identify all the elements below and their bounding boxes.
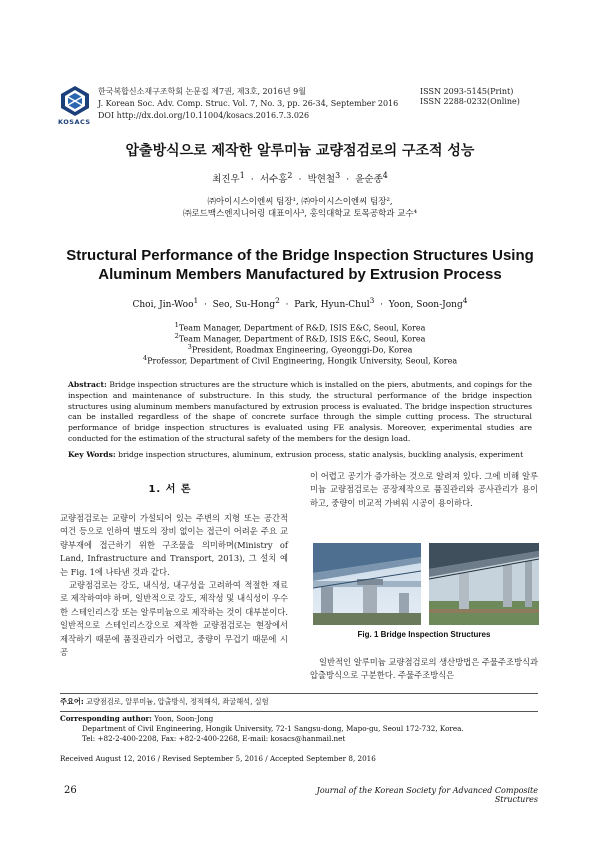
correspondence-address: Department of Civil Engineering, Hongik University, 72-1 Sangsu-dong, Mapo-gu, Seoul 172-732, Korea. — [82, 724, 464, 733]
author-sup: 3 — [335, 171, 341, 180]
right-column-top — [310, 470, 538, 510]
author-separator: · — [298, 174, 302, 186]
kr-keywords — [60, 697, 269, 708]
affiliation-en-line — [0, 353, 600, 367]
affil-sup: 4 — [142, 354, 148, 362]
author-en: Yoon, Soon-Jong — [388, 300, 463, 310]
body-paragraph: 교량점검로는 강도, 내식성, 내구성을 고려하여 적절한 재료로 제작하여야 하며, 일반적으로 강도, 제작성 및 내식성이 우수한 스테인리스강 또는 알루미늄으로 제작하는 것이 대부분이다. 일반적으로 스테인리스강으로 제작한 교량점검로는 현장에서 제작하기 때문에 품질관리가 어렵고, 중량이 무겁기 때문에 시공 — [60, 580, 288, 658]
logo-text: KOSACS — [58, 118, 91, 126]
body-paragraph: 교량점검로는 교량이 가설되어 있는 주변의 지형 또는 공간적 여건 등으로 인하여 별도의 장비 없이는 접근이 어려운 주요 교량부재에 접근하기 위한 구조물을 의미하며(Ministry of Land, Infrastructure and Transport, 2013), 그 설치 예는 Fig. 1에 나타낸 것과 같다. — [60, 513, 288, 577]
affil-text: Team Manager, Department of R&D, ISIS E&C, Seoul, Korea — [178, 323, 426, 333]
correspondence — [60, 714, 213, 725]
kr-keywords-text: 교량점검로, 알루미늄, 압출방식, 정적해석, 좌굴해석, 실험 — [86, 697, 269, 706]
authors-en — [0, 296, 600, 310]
footer-journal: Journal of the Korean Society for Advanced Composite Structures — [316, 786, 538, 804]
correspondence-label: Corresponding author: — [60, 714, 152, 723]
kr-keywords-label: 주요어: — [60, 697, 84, 706]
body-paragraph: 이 어렵고 공기가 증가하는 것으로 알려져 있다. 그에 비해 알루미늄 교량점검로는 공장제작으로 품질관리와 공사관리가 용이하고, 중량이 비교적 가벼워 시공이 용이하다. — [310, 471, 538, 508]
affil-sup: 2 — [174, 332, 179, 340]
figure1-photo-left — [313, 543, 421, 625]
affil-text: Professor, Department of Civil Engineering, Hongik University, Seoul, Korea — [147, 356, 458, 366]
author-separator: · — [285, 300, 289, 310]
title-en-line: Aluminum Members Manufactured by Extrusion Process — [98, 266, 502, 283]
doi-link[interactable]: DOI http://dx.doi.org/10.11004/kosacs.2016.7.3.026 — [98, 111, 310, 120]
author-sup: 2 — [275, 296, 280, 305]
author-separator: · — [346, 174, 350, 186]
title-en-line: Structural Performance of the Bridge Inspection Structures Using — [66, 247, 534, 264]
keywords-text: bridge inspection structures, aluminum, extrusion process, static analysis, buckling analysis, experiment — [118, 450, 524, 459]
issn-print: ISSN 2093-5145(Print) — [420, 87, 514, 96]
affil-text: Team Manager, Department of R&D, ISIS E&C, Seoul, Korea — [178, 334, 426, 344]
kosacs-logo — [58, 84, 92, 118]
title-kr: 압출방식으로 제작한 알루미늄 교량점검로의 구조적 성능 — [125, 143, 475, 159]
affil-text: President, Roadmax Engineering, Gyeonggi-Do, Korea — [191, 345, 413, 355]
author-separator: · — [380, 300, 384, 310]
author-kr: 박현철 — [307, 174, 336, 186]
author-sup: 4 — [462, 296, 468, 305]
right-column-bottom — [310, 656, 538, 683]
correspondence-contact: Tel: +82-2-400-2208, Fax: +82-2-400-2268, E-mail: kosacs@hanmail.net — [82, 734, 346, 743]
author-sup: 3 — [369, 296, 375, 305]
author-sup: 1 — [193, 296, 199, 305]
issn-online: ISSN 2288-0232(Online) — [420, 97, 520, 106]
correspondence-name: Yoon, Soon-Jong — [154, 714, 214, 723]
author-separator: · — [250, 174, 254, 186]
affil-sup: 3 — [187, 343, 192, 351]
authors-kr — [0, 171, 600, 185]
journal-kr: 한국복합신소재구조학회 논문집 제7권, 제3호, 2016년 9월 — [98, 87, 306, 96]
author-en: Seo, Su-Hong — [212, 300, 276, 310]
author-sup: 4 — [382, 171, 388, 180]
body-paragraph: 일반적인 알루미늄 교량점검로의 생산방법은 주물주조방식과 압출방식으로 구분한다. 주물주조방식은 — [310, 657, 538, 681]
footnote-rule — [60, 711, 538, 712]
keywords-label: Key Words: — [68, 450, 116, 459]
page-number: 26 — [64, 785, 77, 796]
journal-en: J. Korean Soc. Adv. Comp. Struc. Vol. 7, No. 3, pp. 26-34, September 2016 — [98, 99, 399, 108]
figure1-caption: Fig. 1 Bridge Inspection Structures — [357, 630, 491, 639]
abstract-label: Abstract: — [68, 380, 107, 389]
figure1-photo-right — [429, 543, 539, 625]
received-dates: Received August 12, 2016 / Revised September 5, 2016 / Accepted September 8, 2016 — [60, 754, 376, 763]
author-sup: 1 — [239, 171, 245, 180]
abstract-text: Bridge inspection structures are the structure which is installed on the piers, abutments, and copings for the inspection and maintenance of substructure. In this study, the structural performance of the bridge inspection structures using aluminum members manufactured by extrusion process is evaluated. The bridge inspection structures can be installed regardless of the shape of concrete surface through the simple cutting process. The structural performance of bridge inspection structures is evaluated using FE analysis. Moreover, experimental studies are conducted for the estimation of the structural safety of the members for the design load. — [68, 380, 532, 443]
author-separator: · — [204, 300, 207, 310]
abstract — [68, 380, 532, 445]
author-kr: 윤순종 — [355, 174, 383, 186]
author-kr: 최진우 — [212, 174, 240, 186]
affiliation-kr-line: ㈜로드맥스엔지니어링 대표이사³, 홍익대학교 토목공학과 교수⁴ — [182, 209, 418, 219]
keywords — [68, 450, 532, 461]
author-en: Choi, Jin-Woo — [132, 300, 194, 310]
author-sup: 2 — [287, 171, 293, 180]
affiliation-kr-line: ㈜아이시스이엔씨 팀장¹, ㈜아이시스이엔씨 팀장², — [207, 197, 393, 207]
left-column — [60, 512, 288, 659]
affil-sup: 1 — [174, 321, 179, 329]
footnote-rule — [60, 693, 538, 694]
author-kr: 서수홍 — [259, 174, 288, 186]
section-heading: 1. 서 론 — [148, 484, 192, 495]
author-en: Park, Hyun-Chul — [294, 300, 370, 310]
